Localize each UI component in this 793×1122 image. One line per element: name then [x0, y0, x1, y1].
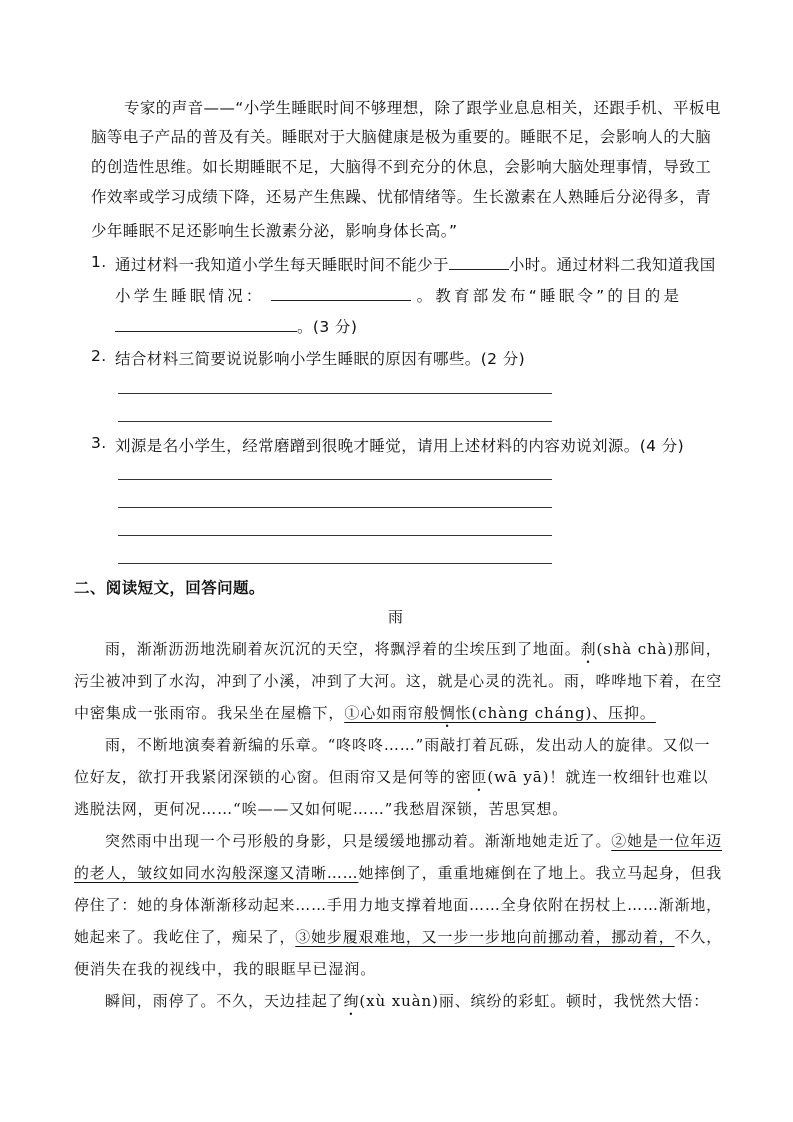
question-1-text-c: 小学生睡眠情况： [115, 287, 265, 305]
underlined-sentence-1: ①心如雨帘般 [344, 704, 440, 722]
question-1-text-e: 。(3 分) [297, 318, 358, 336]
question-1-line-2 [115, 284, 682, 306]
story-p2-line-3: 逃脱法网，更何况……“唉——又如何呢……”我愁眉深锁，苦思冥想。 [74, 800, 569, 818]
story-p4-line-1 [105, 990, 709, 1019]
dotted-character: 匝 [471, 768, 488, 786]
underlined-sentence-2: ②她是一位年迈 [611, 832, 723, 850]
question-1-text-a: 通过材料一我知道小学生每天睡眠时间不能少于 [115, 256, 449, 274]
pinyin-options: (wā yā)！就连一枚细针也难以 [487, 768, 709, 786]
answer-line-q3-1[interactable] [118, 479, 552, 480]
story-title: 雨 [388, 608, 404, 626]
pinyin-options: (shà chà)那间， [596, 640, 722, 658]
question-1-line-1 [115, 253, 716, 275]
dotted-character: 绚 [343, 992, 360, 1010]
story-p3-line-2 [74, 862, 722, 883]
story-p3-line-1 [105, 830, 722, 851]
story-p2-line-2 [74, 766, 708, 795]
story-p3-line-5: 便消失在我的视线中，我的眼眶早已湿润。 [74, 960, 377, 978]
pinyin-options: (xù xuàn)丽、缤纷的彩虹。顿时，我恍然大悟： [359, 992, 710, 1010]
story-text: 雨，渐渐沥沥地洗刷着灰沉沉的天空，将飘浮着的尘埃压到了地面。 [105, 640, 581, 658]
underlined-sentence-3: ③她步履艰难地，又一步一步地向前挪动着，挪动着， [295, 928, 675, 946]
story-text: 她摔倒了，重重地瘫倒在了地上。我立马起身，但我 [358, 864, 722, 882]
story-text: 不久， [674, 928, 723, 946]
material3-line-2: 脑等电子产品的普及有关。睡眠对于大脑健康是极为重要的。睡眠不足，会影响人的大脑 [91, 128, 712, 146]
dotted-character: 刹 [580, 640, 597, 658]
story-p1-line-3 [74, 702, 656, 731]
question-3-text: 刘源是名小学生，经常磨蹭到很晚才睡觉，请用上述材料的内容劝说刘源。(4 分) [115, 437, 685, 455]
question-1-text-b: 小时。通过材料二我知道我国 [508, 256, 716, 274]
story-p1-line-1 [105, 638, 722, 667]
story-text: 瞬间，雨停了。不久，天边挂起了 [105, 992, 344, 1010]
question-1-line-3 [115, 315, 357, 337]
story-p2-line-1: 雨，不断地演奏着新编的乐章。“咚咚咚……”雨敲打着瓦砾，发出动人的旋律。又似一 [105, 736, 711, 754]
answer-line-q3-4[interactable] [118, 563, 552, 564]
question-1-number: 1. [91, 253, 107, 271]
underlined-sentence-2-end: 的老人，皱纹如同水沟般深邃又清晰…… [74, 864, 359, 882]
answer-blank-hours[interactable] [449, 255, 509, 270]
story-text: 她起来了。我屹住了，痴呆了， [74, 928, 296, 946]
answer-line-q2-1[interactable] [118, 393, 552, 394]
question-2-number: 2. [91, 347, 107, 365]
answer-line-q2-2[interactable] [118, 421, 552, 422]
question-2-text: 结合材料三简要说说影响小学生睡眠的原因有哪些。(2 分) [115, 350, 526, 368]
material3-line-4: 作效率或学习成绩下降，还易产生焦躁、忧郁情绪等。生长激素在人熟睡后分泌得多，青 [91, 188, 712, 206]
section-2-heading: 二、阅读短文，回答问题。 [74, 579, 265, 597]
story-text: 位好友，欲打开我紧闭深锁的心窗。但雨帘又是何等的密 [74, 768, 472, 786]
material3-line-3: 的创造性思维。如长期睡眠不足，大脑得不到充分的休息，会影响大脑处理事情，导致工 [91, 158, 712, 176]
answer-blank-purpose[interactable] [115, 317, 297, 332]
story-p3-line-3: 停住了：她的身体渐渐移动起来……手用力地支撑着地面……全身依附在拐杖上……渐渐地， [74, 896, 722, 914]
question-1-text-d: 。教育部发布“睡眠令”的目的是 [416, 287, 683, 305]
answer-line-q3-3[interactable] [118, 535, 552, 536]
question-3-number: 3. [91, 434, 107, 452]
story-p1-line-2: 污尘被冲到了水沟，冲到了小溪，冲到了大河。这，就是心灵的洗礼。雨，哗哗地下着，在空 [74, 672, 722, 690]
dotted-character: 惆 [439, 704, 456, 722]
story-text: 中密集成一张雨帘。我呆坐在屋檐下， [74, 704, 345, 722]
answer-line-q3-2[interactable] [118, 507, 552, 508]
story-p3-line-4 [74, 926, 722, 947]
underlined-sentence-1-end: 怅(chàng cháng)、压抑。 [455, 704, 656, 722]
material3-line-5: 少年睡眠不足还影响生长激素分泌，影响身体长高。” [91, 222, 458, 240]
answer-blank-sleep-status[interactable] [271, 286, 411, 301]
story-text: 突然雨中出现一个弓形般的身影，只是缓缓地挪动着。渐渐地她走近了。 [105, 832, 612, 850]
material3-line-1: 专家的声音——“小学生睡眠时间不够理想，除了跟学业息息相关，还跟手机、平板电 [124, 99, 721, 117]
